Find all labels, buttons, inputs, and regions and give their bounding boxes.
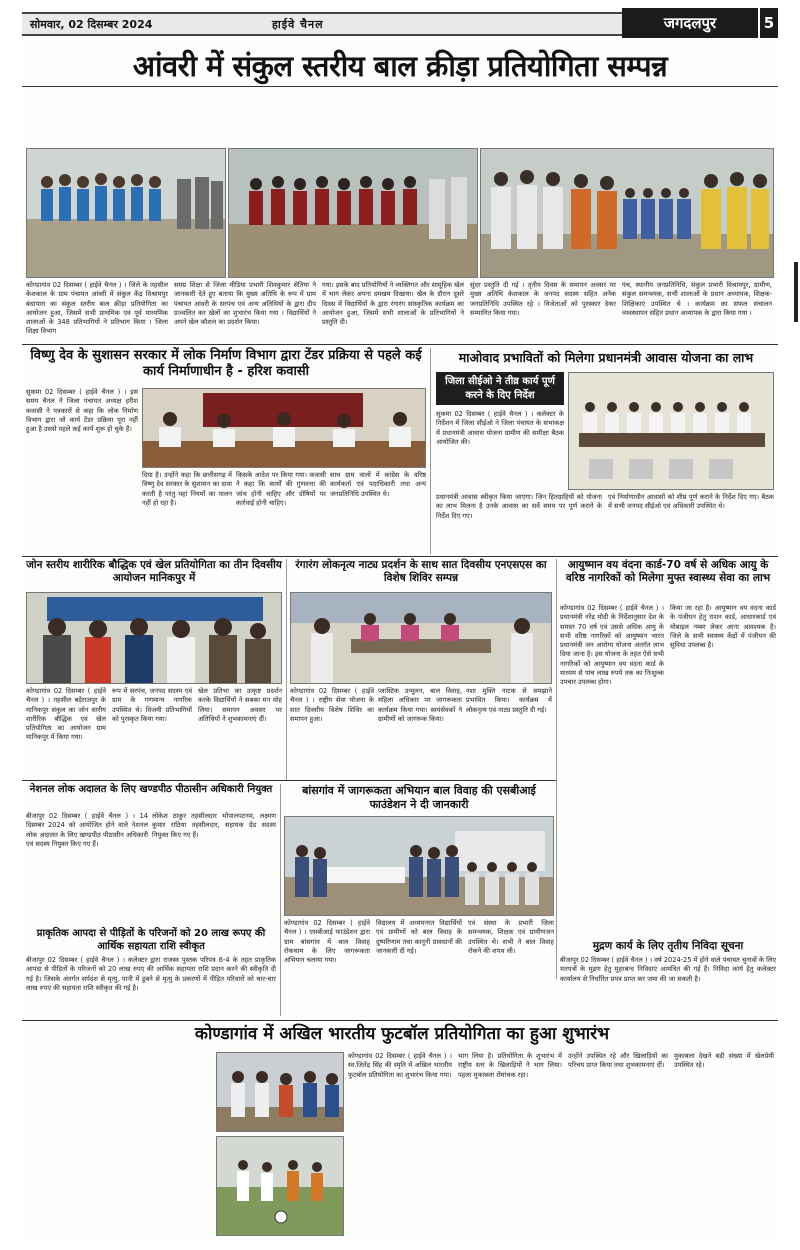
vishnu-photo (142, 388, 426, 468)
lok-adalat-headline: नेशनल लोक अदालत के लिए खण्डपीठ पीठासीन अधिकारी नियुक्त (29, 784, 273, 795)
nss-headline: रंगारंग लोकनृत्य नाट्य प्रदर्शन के साथ सात दिवसीय एनएसएस का विशेष शिविर सम्पन्न (295, 559, 547, 585)
football-headline: कोण्डागांव में अखिल भारतीय फुटबॉल प्रतियोगिता का हुआ शुभारंभ (194, 1024, 610, 1044)
photo-award-ceremony (27, 593, 282, 684)
lead-photo-1 (26, 148, 226, 278)
page-header (22, 8, 778, 38)
divider (22, 556, 778, 557)
football-photo-2 (216, 1136, 344, 1236)
zonal-text-col1: कोण्डागांव 02 दिसम्बर ( हाईवे चैनल ) । तहसील बड़ेराजपुर के मानिकपुर संकुल का जोन स्तरीय शारीरिक बौद्धिक एवं खेल प्रतियोगिता का आयोजन ग्राम मानिकपुर में किया गया। (26, 687, 106, 742)
lead-text-col3: गया। इसके बाद प्रतियोगियों ने व्यक्तिगत और सामूहिक खेल में भाग लेकर अपना दमखम दिखाया। खेल के दौरान दूसरे दिवस में विद्यार्थियों के द्वारा रंगारंग सांस्कृतिक कार्यक्रम का आयोजन हुआ, जिसमें सभी शालाओं के प्रतिभागियों ने प्रस्तुति दी। (322, 281, 464, 327)
childmarriage-text-col2: विद्यालय में अध्ययनरत विद्यार्थियों एवं ग्रामीणों को बाल विवाह के दुष्परिणाम तथा कानूनी प्रावधानों की जानकारी दी गई। (376, 919, 462, 955)
divider (22, 86, 778, 87)
pmay-photo (568, 372, 774, 490)
zonal-text-col3: खेल प्रतिभा का उत्कृष्ट प्रदर्शन करके विद्यार्थियों ने सबका मन मोह लिया। समापन अवसर पर अतिथियों ने शुभकामनाएं दीं। (198, 687, 282, 723)
column-divider (556, 559, 557, 979)
childmarriage-photo (284, 816, 554, 916)
lok-adalat-text-col1: बीजापुर 02 दिसम्बर ( हाईवे चैनल ) । 14 दिसम्बर 2024 को आयोजित होने वाले नेशनल लोक अदालत के लिए खण्डपीठ पीठासीन अधिकारी एवं सदस्य नियुक्त किए गए हैं। (26, 812, 148, 848)
photo-awareness-rally (285, 817, 554, 916)
pmay-text-col2: प्रधानमंत्री आवास स्वीकृत किया जाएगा। जिन हितग्राहियों को योजना का लाभ मिलना है उनके आवास का सर्वे समय पर पूर्ण कराने के निर्देश दिए गए। (436, 493, 602, 520)
lead-headline: आंवरी में संकुल स्तरीय बाल क्रीड़ा प्रतियोगिता सम्पन्न (132, 49, 668, 83)
photo-girls-team (229, 149, 478, 278)
column-divider (286, 559, 287, 781)
lead-text-col4: सुंदर प्रस्तुति दी गई । तृतीय दिवस के समापन अवसर पर मुख्य अतिथि केशकाल के जनपद सदस्य सहित अनेक जनप्रतिनिधि उपस्थित रहे । विजेताओं को पुरस्कार देकर सम्मानित किया गया। (470, 281, 616, 317)
lok-adalat-text-col2: लोकेश ठाकुर तहसीलदार भोपालपटनम, लक्ष्मण कुमार राठिया तहसीलदार, सहायक ग्रेड सदस्य नियुक्त किए गए हैं। (152, 812, 276, 839)
page-number: 5 (758, 8, 778, 38)
issue-date: सोमवार, 02 दिसम्बर 2024 (30, 18, 153, 31)
zonal-text-col2: रूप में सरपंच, जनपद सदस्य एवं ग्राम के गणमान्य नागरिक उपस्थित थे। विजयी प्रतिभागियों को पुरस्कृत किया गया। (112, 687, 192, 723)
tender-headline: मुद्रण कार्य के लिए तृतीय निविदा सूचना (592, 940, 744, 952)
photo-sports-team (27, 149, 226, 278)
divider (22, 1020, 778, 1021)
nss-text-col2: प्लास्टिक उन्मूलन, बाल विवाह, महिला अधिकार पर जागरूकता कार्यक्रम किया गया। स्वयंसेवकों ने ग्रामीणों को जागरूक किया। (378, 687, 462, 723)
tender-text: बीजापुर 02 दिसम्बर ( हाईवे चैनल ) । वर्ष 2024-25 में होने वाले पंचायत चुनावों के लिए मतपत्रों के मुद्रण हेतु मुहरबन्द निविदाएं आमंत्रित की गई हैं। निविदा कार्य हेतु कलेक्टर कार्यालय से निर्धारित प्रपत्र प्राप्त कर जमा की जा सकती है। (560, 956, 776, 983)
childmarriage-text-col3: एवं संस्था के प्रभारी जिला समन्वयक, शिक्षक एवं ग्रामीणजन उपस्थित थे। सभी ने बाल विवाह रोकने की शपथ ली। (468, 919, 554, 955)
nss-photo (290, 592, 552, 684)
childmarriage-headline: बांसगांव में जागरूकता अभियान बाल विवाह की एसबीआई फाउंडेशन ने दी जानकारी (302, 784, 536, 811)
header-strip (22, 12, 622, 36)
lead-photo-3 (480, 148, 774, 278)
photo-football-field (217, 1137, 344, 1236)
football-photo-1 (216, 1052, 344, 1132)
nss-text-col3: नशा मुक्ति नाटक से समझाने प्रभावित किया। कार्यक्रम में लोकनृत्य एवं नाट्य प्रस्तुति दी गई। (466, 687, 552, 714)
pmay-tag: जिला सीईओ ने तीव्र कार्य पूर्ण करने के दिए निर्देश (436, 372, 564, 405)
vishnu-text-col4: साथ ग्राम वालों में कांग्रेस के वरिष्ठ कार्यकर्ता एवं पदाधिकारी तथा अन्य जनप्रतिनिधि उपस्थित थे। (330, 471, 426, 498)
lead-text-col5: पंच, स्थानीय जनप्रतिनिधि, संकुल प्रभारी विश्रामपुर, ग्रामीण, संकुल समन्वयक, सभी शालाओं के प्रधान अध्यापक, शिक्षक-शिक्षिकाएं उपस्थित थे । कार्यक्रम का सफल संचालन व्यवस्थापन सहित प्रधान अध्यापक के द्वारा किया गया । (622, 281, 772, 317)
divider (22, 344, 778, 345)
photo-guests-group (481, 149, 774, 278)
zonal-headline: जोन स्तरीय शारीरिक बौद्धिक एवं खेल प्रतियोगिता का तीन दिवसीय आयोजन मानिकपुर में (26, 559, 282, 585)
vishnu-text-col1: सुकमा 02 दिसम्बर ( हाईवे चैनल ) । इस समय चैनल ने जिला पंचायत अध्यक्ष हरीश कवासी ने पत्रकारों से कहा कि लोक निर्माण विभाग द्वारा जो कार्य टेंडर प्रक्रिया पूरा नहीं हुआ है उससे पहले कई कार्य शुरू हो चुके हैं। (26, 388, 138, 434)
pmay-text-col1: सुकमा 02 दिसम्बर ( हाईवे चैनल ) । कलेक्टर के निर्देशन में जिला सीईओ ने जिला पंचायत के सभाकक्ष में प्रधानमंत्री आवास योजना ग्रामीण की समीक्षा बैठक आयोजित की। (436, 410, 564, 446)
column-divider (430, 348, 431, 554)
football-text-col1: कोण्डागांव 02 दिसम्बर ( हाईवे चैनल ) । स्व.जितेंद्र सिंह की स्मृति में अखिल भारतीय फुटबॉल प्रतियोगिता का शुभारंभ किया गया। (348, 1052, 452, 1079)
paper-name: हाईवे चैनल (272, 18, 324, 31)
lead-text-col2: समग्र शिक्षा से जिला मीडिया प्रभारी शिवकुमार सेतिया ने जानकारी देते हुए बताया कि मुख्य अतिथि के रूप में ग्राम पंचायत आंवरी के सरपंच एवं अन्य अतिथियों के द्वारा दीप प्रज्वलित कर खेलों का शुभारंभ किया गया । विद्यार्थियों ने अपने खेल कौशल का प्रदर्शन किया। (174, 281, 316, 327)
pmay-headline: माओवाद प्रभावितों को मिलेगा प्रधानमंत्री आवास योजना का लाभ (458, 350, 754, 365)
relief-headline: प्राकृतिक आपदा से पीड़ितों के परिजनों को 20 लाख रूपए की आर्थिक सहायता राशि स्वीकृत (36, 928, 266, 952)
newspaper-page (22, 8, 778, 1242)
nss-text-col1: कोण्डागांव 02 दिसम्बर ( हाईवे चैनल ) । राष्ट्रीय सेवा योजना के सात दिवसीय विशेष शिविर का समापन हुआ। (290, 687, 374, 723)
ayushman-text-col2: किया जा रहा है। आयुष्मान वय वंदना कार्ड के पंजीयन हेतु राशन कार्ड, आधारकार्ड एवं मोबाइल नम्बर लेकर आना आवश्यक है। जिले के सभी स्वास्थ्य केंद्रों में पंजीयन की सुविधा उपलब्ध है। (670, 604, 776, 650)
pmay-text-col3: एवं निर्माणाधीन आवासों को शीघ्र पूर्ण कराने के निर्देश दिए गए। बैठक में सभी जनपद सीईओ एवं अधिकारी उपस्थित थे। (608, 493, 774, 511)
divider (22, 780, 556, 781)
vishnu-text-col2: दिया है। उन्होंने कहा कि छत्तीसगढ़ में विष्णु देव सरकार के सुशासन का दावा करती है परंतु यहां नियमों का पालन नहीं हो रहा है। (142, 471, 232, 507)
margin-mark (794, 262, 798, 322)
ayushman-text-col1: कोण्डागांव 02 दिसम्बर ( हाईवे चैनल ) । प्रधानमंत्री नरेंद्र मोदी के निर्देशानुसार देश के समस्त 70 वर्ष एवं उससे अधिक आयु के सभी वरिष्ठ नागरिकों को आयुष्मान भारत प्रधानमंत्री जन आरोग्य योजना अंतर्गत लाभ दिया जाना है। इस योजना के तहत ऐसे सभी नागरिकों को आयुष्मान वय वंदना कार्ड के माध्यम से पांच लाख रुपये तक का निःशुल्क उपचार उपलब्ध होगा। (560, 604, 664, 687)
photo-meeting-hall (569, 373, 774, 490)
photo-football-guests (217, 1053, 344, 1132)
vishnu-text-col3: किसके आदेश पर किया गया। कवासी ने कहा कि कार्यों की गुणवत्ता की जांच होनी चाहिए और दोषियों पर कार्रवाई होनी चाहिए। (236, 471, 326, 507)
lead-photo-2 (228, 148, 478, 278)
ayushman-headline: आयुष्मान वय वंदना कार्ड-70 वर्ष से अधिक आयु के वरिष्ठ नागरिकों को मिलेगा मुफ्त स्वास्थ्य सेवा का लाभ (565, 559, 771, 585)
city-name: जगदलपुर (622, 8, 758, 38)
football-text-col3: उन्होंने उपस्थित रहे और खिलाड़ियों का परिचय प्राप्त किया तथा शुभकामनाएं दीं। (568, 1052, 668, 1070)
zonal-photo (26, 592, 282, 684)
relief-text: बीजापुर 02 दिसम्बर ( हाईवे चैनल ) । कलेक्टर द्वारा राजस्व पुस्तक परिपत्र 6-4 के तहत प्राकृतिक आपदा से पीड़ितों के परिजनों को 20 लाख रुपए की आर्थिक सहायता राशि प्रदान करने की स्वीकृति दी गई है। जिसके अंतर्गत सर्पदंश से मृत्यु, पानी में डूबने से मृत्यु के प्रकरणों में पीड़ित परिवारों को चार-चार लाख रुपए की सहायता राशि स्वीकृत की गई है। (26, 956, 276, 992)
vishnu-headline: विष्णु देव के सुशासन सरकार में लोक निर्माण विभाग द्वारा टेंडर प्रक्रिया से पहले कई कार्य निर्माणाधीन है - हरिश कवासी (30, 348, 422, 380)
column-divider (280, 784, 281, 1016)
childmarriage-text-col1: कोण्डागांव 02 दिसम्बर ( हाईवे चैनल ) । एसबीआई फाउंडेशन द्वारा ग्राम बांसगांव में बाल विवाह रोकथाम के लिए जागरूकता अभियान चलाया गया। (284, 919, 370, 965)
football-text-col2: भाग लिया है। प्रतियोगिता के शुभारंभ में राष्ट्रीय स्तर के खिलाड़ियों ने भाग लिया। पहला मुकाबला रोमांचक रहा। (458, 1052, 562, 1079)
lead-text-col1: कोण्डागांव 02 दिसम्बर ( हाईवे चैनल ) । जिले के तहसील केशकाल के ग्राम पंचायत आंवरी में संकुल केंद्र विश्रामपुर बंधापारा का संकुल स्तरीय बाल क्रीड़ा प्रतियोगिता का आयोजन हुआ, जिसमें सभी प्राथमिक एवं पूर्व माध्यमिक शालाओं के 348 प्रतिभागियों ने प्रतिभाग किया । जिला शिक्षा विभाग (26, 281, 168, 336)
photo-press-conference (143, 389, 426, 468)
football-text-col4: मुकाबला देखने बड़ी संख्या में खेलप्रेमी उपस्थित रहे। (674, 1052, 774, 1070)
photo-camp-closing (291, 593, 552, 684)
